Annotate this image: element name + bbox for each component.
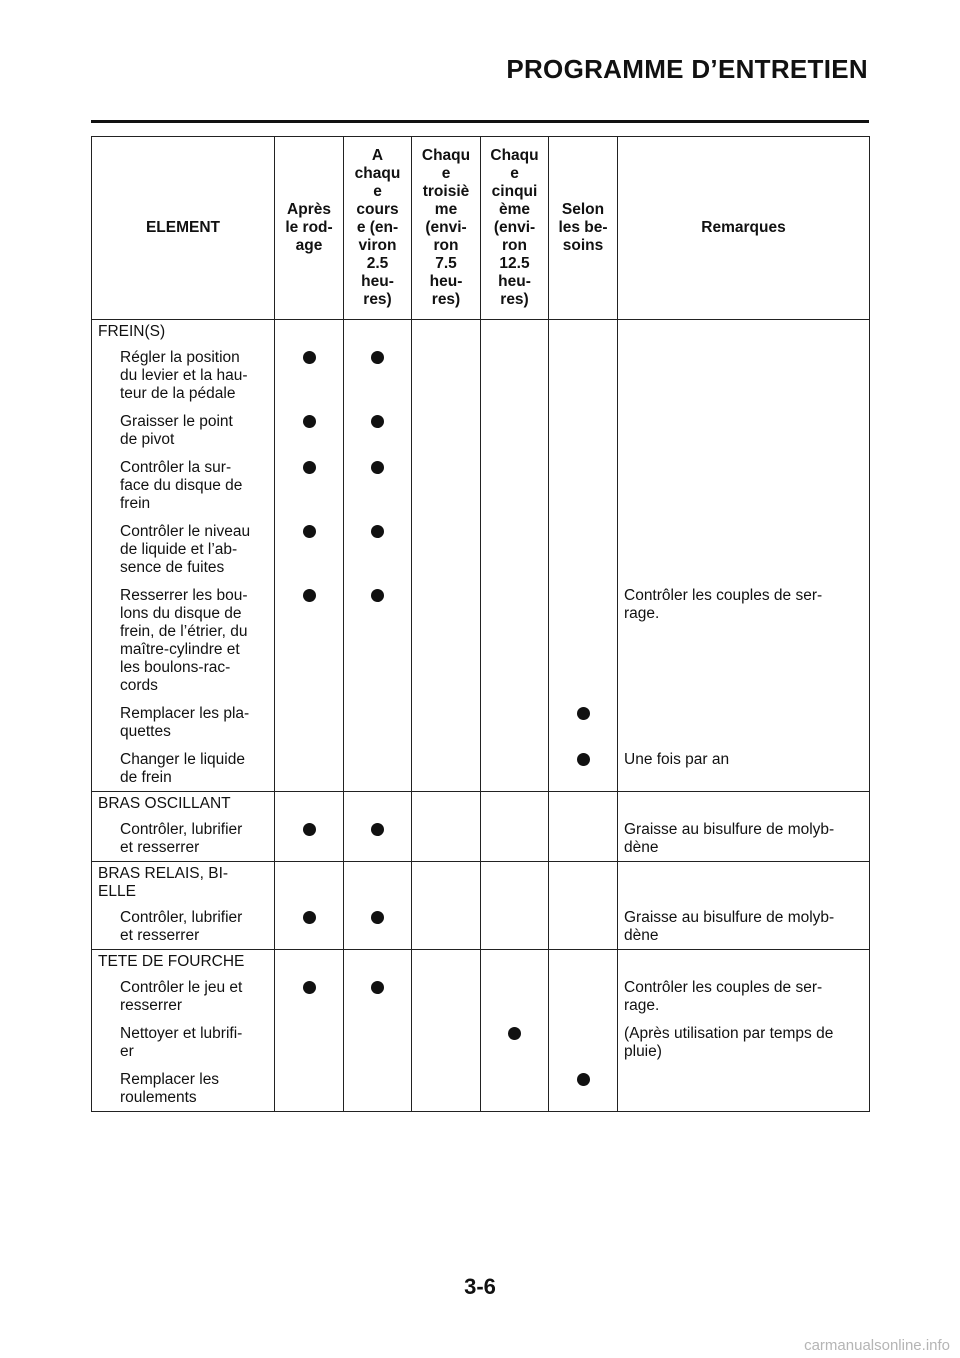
bullet-icon — [577, 753, 590, 766]
table-row — [92, 1065, 870, 1112]
empty-cell — [344, 320, 412, 344]
empty-cell — [275, 950, 344, 974]
task-label: Contrôler la sur- face du disque de frein — [92, 453, 275, 517]
interval-cell — [412, 745, 481, 792]
interval-cell — [549, 453, 618, 517]
interval-cell — [412, 453, 481, 517]
interval-cell — [412, 1019, 481, 1065]
remark — [618, 453, 870, 517]
interval-cell — [481, 815, 549, 862]
task-label: Contrôler, lubrifier et resserrer — [92, 815, 275, 862]
interval-cell — [275, 699, 344, 745]
interval-cell — [344, 745, 412, 792]
interval-cell — [344, 1065, 412, 1112]
interval-cell — [481, 343, 549, 407]
title-divider — [91, 120, 869, 123]
interval-cell — [344, 343, 412, 407]
category-row — [92, 792, 870, 816]
interval-cell — [412, 815, 481, 862]
interval-cell — [481, 903, 549, 950]
empty-cell — [412, 792, 481, 816]
interval-cell — [275, 745, 344, 792]
empty-cell — [481, 792, 549, 816]
empty-cell — [344, 950, 412, 974]
col-header-after-break-in: Après le rod- age — [275, 137, 344, 320]
col-header-every-third: Chaqu e troisiè me (envi- ron 7.5 heu- res) — [412, 137, 481, 320]
empty-cell — [549, 792, 618, 816]
interval-cell — [275, 517, 344, 581]
empty-cell — [481, 320, 549, 344]
interval-cell — [412, 517, 481, 581]
bullet-icon — [371, 525, 384, 538]
empty-cell — [618, 862, 870, 904]
interval-cell — [549, 517, 618, 581]
col-header-every-fifth: Chaqu e cinqui ème (envi- ron 12.5 heu- res) — [481, 137, 549, 320]
bullet-icon — [303, 981, 316, 994]
interval-cell — [549, 699, 618, 745]
empty-cell — [618, 950, 870, 974]
table-row — [92, 815, 870, 862]
empty-cell — [275, 862, 344, 904]
remark — [618, 343, 870, 407]
interval-cell — [344, 581, 412, 699]
empty-cell — [344, 862, 412, 904]
empty-cell — [549, 950, 618, 974]
interval-cell — [549, 1065, 618, 1112]
interval-cell — [344, 973, 412, 1019]
task-label: Graisser le point de pivot — [92, 407, 275, 453]
remark — [618, 517, 870, 581]
task-label: Changer le liquide de frein — [92, 745, 275, 792]
watermark: carmanualsonline.info — [804, 1337, 950, 1354]
interval-cell — [481, 699, 549, 745]
interval-cell — [412, 343, 481, 407]
interval-cell — [275, 1065, 344, 1112]
bullet-icon — [371, 823, 384, 836]
interval-cell — [275, 973, 344, 1019]
remark: Une fois par an — [618, 745, 870, 792]
interval-cell — [344, 1019, 412, 1065]
table-header-row — [92, 137, 870, 320]
category-label: BRAS RELAIS, BI- ELLE — [92, 862, 275, 904]
col-header-remarks: Remarques — [618, 137, 870, 320]
interval-cell — [549, 745, 618, 792]
bullet-icon — [371, 589, 384, 602]
interval-cell — [344, 815, 412, 862]
bullet-icon — [303, 351, 316, 364]
remark — [618, 699, 870, 745]
interval-cell — [481, 973, 549, 1019]
col-header-as-needed: Selon les be- soins — [549, 137, 618, 320]
interval-cell — [549, 407, 618, 453]
remark — [618, 1065, 870, 1112]
interval-cell — [481, 1019, 549, 1065]
page-number: 3-6 — [464, 1274, 496, 1299]
interval-cell — [481, 1065, 549, 1112]
empty-cell — [412, 950, 481, 974]
interval-cell — [412, 903, 481, 950]
task-label: Remplacer les roulements — [92, 1065, 275, 1112]
category-label: BRAS OSCILLANT — [92, 792, 275, 816]
bullet-icon — [371, 461, 384, 474]
empty-cell — [412, 320, 481, 344]
bullet-icon — [303, 589, 316, 602]
task-label: Contrôler le jeu et resserrer — [92, 973, 275, 1019]
interval-cell — [412, 407, 481, 453]
interval-cell — [275, 343, 344, 407]
table-row — [92, 517, 870, 581]
interval-cell — [412, 581, 481, 699]
table-row — [92, 1019, 870, 1065]
interval-cell — [549, 815, 618, 862]
category-row — [92, 862, 870, 904]
interval-cell — [275, 815, 344, 862]
maintenance-table — [91, 136, 870, 1112]
col-header-element: ELEMENT — [92, 137, 275, 320]
interval-cell — [344, 407, 412, 453]
interval-cell — [549, 343, 618, 407]
remark: Graisse au bisulfure de molyb- dène — [618, 903, 870, 950]
empty-cell — [275, 320, 344, 344]
task-label: Régler la position du levier et la hau- teur de la pédale — [92, 343, 275, 407]
interval-cell — [412, 1065, 481, 1112]
interval-cell — [481, 407, 549, 453]
interval-cell — [549, 581, 618, 699]
table-row — [92, 973, 870, 1019]
interval-cell — [481, 517, 549, 581]
table-row — [92, 453, 870, 517]
interval-cell — [275, 407, 344, 453]
task-label: Nettoyer et lubrifi- er — [92, 1019, 275, 1065]
table-row — [92, 699, 870, 745]
interval-cell — [549, 903, 618, 950]
interval-cell — [481, 745, 549, 792]
bullet-icon — [577, 1073, 590, 1086]
category-row — [92, 950, 870, 974]
empty-cell — [481, 950, 549, 974]
bullet-icon — [303, 461, 316, 474]
table-row — [92, 903, 870, 950]
interval-cell — [412, 699, 481, 745]
task-label: Resserrer les bou- lons du disque de frein, de l’étrier, du maître-cylindre et les boulons-rac- cords — [92, 581, 275, 699]
table-row — [92, 343, 870, 407]
bullet-icon — [303, 415, 316, 428]
bullet-icon — [303, 525, 316, 538]
bullet-icon — [371, 415, 384, 428]
interval-cell — [344, 903, 412, 950]
table-row — [92, 745, 870, 792]
table-body — [92, 320, 870, 1112]
category-label: FREIN(S) — [92, 320, 275, 344]
interval-cell — [275, 581, 344, 699]
empty-cell — [412, 862, 481, 904]
interval-cell — [275, 453, 344, 517]
interval-cell — [344, 453, 412, 517]
bullet-icon — [303, 823, 316, 836]
empty-cell — [344, 792, 412, 816]
category-label: TETE DE FOURCHE — [92, 950, 275, 974]
interval-cell — [344, 699, 412, 745]
remark: Graisse au bisulfure de molyb- dène — [618, 815, 870, 862]
interval-cell — [481, 581, 549, 699]
interval-cell — [275, 903, 344, 950]
empty-cell — [481, 862, 549, 904]
empty-cell — [618, 320, 870, 344]
remark — [618, 407, 870, 453]
bullet-icon — [371, 351, 384, 364]
category-row — [92, 320, 870, 344]
bullet-icon — [371, 981, 384, 994]
interval-cell — [481, 453, 549, 517]
task-label: Contrôler le niveau de liquide et l’ab- sence de fuites — [92, 517, 275, 581]
bullet-icon — [303, 911, 316, 924]
interval-cell — [344, 517, 412, 581]
table-row — [92, 407, 870, 453]
task-label: Contrôler, lubrifier et resserrer — [92, 903, 275, 950]
empty-cell — [549, 320, 618, 344]
remark: Contrôler les couples de ser- rage. — [618, 581, 870, 699]
empty-cell — [275, 792, 344, 816]
page-title: PROGRAMME D’ENTRETIEN — [506, 54, 868, 84]
interval-cell — [549, 973, 618, 1019]
interval-cell — [412, 973, 481, 1019]
bullet-icon — [371, 911, 384, 924]
task-label: Remplacer les pla- quettes — [92, 699, 275, 745]
interval-cell — [549, 1019, 618, 1065]
table-row — [92, 581, 870, 699]
interval-cell — [275, 1019, 344, 1065]
col-header-every-race: A chaqu e cours e (en- viron 2.5 heu- res) — [344, 137, 412, 320]
empty-cell — [549, 862, 618, 904]
empty-cell — [618, 792, 870, 816]
remark: (Après utilisation par temps de pluie) — [618, 1019, 870, 1065]
remark: Contrôler les couples de ser- rage. — [618, 973, 870, 1019]
bullet-icon — [508, 1027, 521, 1040]
bullet-icon — [577, 707, 590, 720]
